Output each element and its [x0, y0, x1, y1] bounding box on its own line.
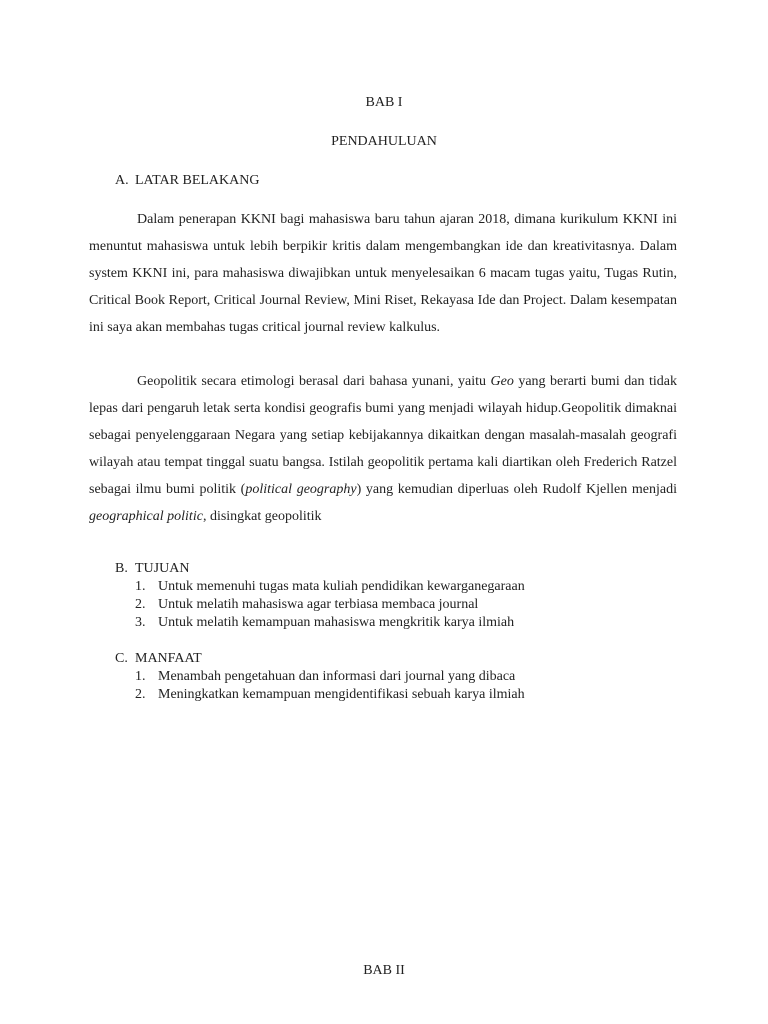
- list-item: [135, 686, 525, 704]
- list-item-text: Untuk memenuhi tugas mata kuliah pendidikan kewarganegaraan: [158, 579, 525, 594]
- term-political-geography: political geography: [245, 482, 357, 497]
- section-c: [115, 650, 525, 704]
- list-item-number: 2.: [135, 687, 146, 702]
- section-a-heading: [115, 173, 259, 189]
- next-chapter-title: BAB II: [363, 963, 405, 978]
- section-a-letter: A.: [115, 173, 129, 188]
- section-b-letter: B.: [115, 561, 128, 576]
- section-c-title: MANFAAT: [135, 651, 202, 666]
- term-geographical-politic: geographical politic: [89, 509, 203, 524]
- background-paragraph-1: Dalam penerapan KKNI bagi mahasiswa baru tahun ajaran 2018, dimana kurikulum KKNI ini menuntut mahasiswa untuk lebih berpikir kritis dalam mengembangkan ide dan kreativitasnya. Dalam system KKNI ini, para mahasiswa diwajibkan untuk menyelesaikan 6 macam tugas yaitu, Tugas Rutin, Critical Book Report, Critical Journal Review, Mini Riset, Rekayasa Ide dan Project. Dalam kesempatan ini saya akan membahas tugas critical journal review kalkulus.: [89, 212, 677, 335]
- list-item: [135, 668, 525, 686]
- background-paragraph-2: [89, 368, 677, 530]
- benefits-list: [115, 668, 525, 704]
- list-item-text: Untuk melatih kemampuan mahasiswa mengkritik karya ilmiah: [158, 615, 515, 630]
- section-b-title: TUJUAN: [135, 561, 190, 576]
- section-c-heading: [115, 650, 525, 668]
- list-item-number: 1.: [135, 579, 146, 594]
- section-b: [115, 560, 525, 632]
- paragraph-2-text-1: Geopolitik secara etimologi berasal dari bahasa yunani, yaitu: [137, 374, 491, 389]
- list-item-number: 1.: [135, 669, 146, 684]
- section-b-heading: [115, 560, 525, 578]
- paragraph-2-text-2: yang berarti bumi dan tidak lepas dari pengaruh letak serta kondisi geografis bumi yang menjadi wilayah hidup.Geopolitik dimaknai sebagai penyelenggaraan Negara yang setiap kebijakannya dikaitkan dengan masalah-masalah geografi wilayah atau tempat tinggal suatu bangsa. Istilah geopolitik pertama kali diartikan oleh Frederich Ratzel sebagai ilmu bumi politik (: [89, 374, 677, 497]
- chapter-subtitle: PENDAHULUAN: [331, 134, 437, 149]
- list-item: [135, 578, 525, 596]
- list-item: [135, 596, 525, 614]
- list-item-text: Untuk melatih mahasiswa agar terbiasa membaca journal: [158, 597, 479, 612]
- list-item: [135, 614, 525, 632]
- paragraph-2-text-3: ) yang kemudian diperluas oleh Rudolf Kjellen menjadi: [356, 482, 677, 497]
- list-item-text: Menambah pengetahuan dan informasi dari journal yang dibaca: [158, 669, 516, 684]
- list-item-text: Meningkatkan kemampuan mengidentifikasi sebuah karya ilmiah: [158, 687, 525, 702]
- list-item-number: 3.: [135, 615, 146, 630]
- list-item-number: 2.: [135, 597, 146, 612]
- section-a-title: LATAR BELAKANG: [135, 173, 260, 188]
- term-geo: Geo: [490, 374, 514, 389]
- paragraph-2-text-4: , disingkat geopolitik: [202, 509, 322, 524]
- section-c-letter: C.: [115, 651, 128, 666]
- goals-list: [115, 578, 525, 632]
- chapter-title: BAB I: [365, 95, 403, 110]
